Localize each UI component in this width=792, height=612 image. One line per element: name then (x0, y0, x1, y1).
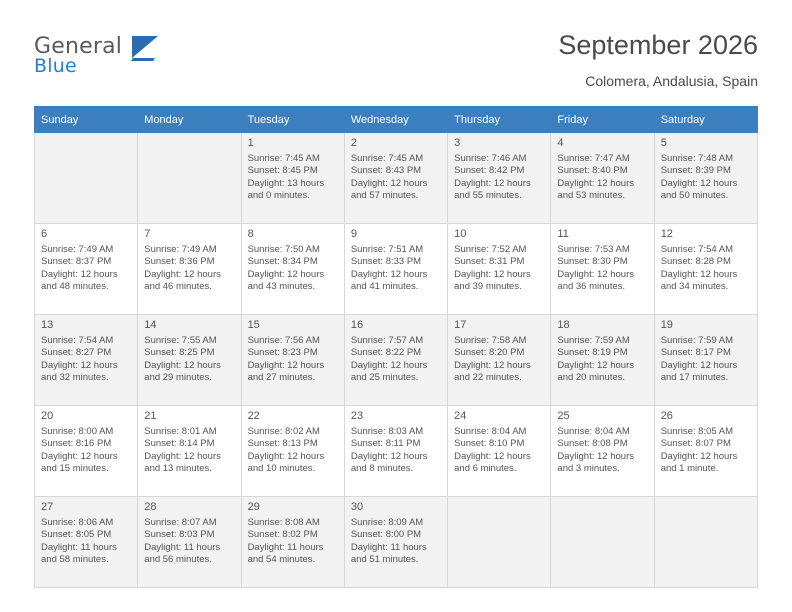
calendar-day-cell (241, 224, 344, 315)
day-detail-line: Sunrise: 7:45 AM (350, 153, 424, 164)
day-detail-line: Daylight: 12 hours (660, 450, 738, 462)
weekday-header-sunday: Sunday (35, 107, 138, 133)
day-number: 10 (454, 228, 467, 240)
calendar-day-cell (138, 406, 241, 497)
day-detail-line: Sunrise: 7:59 AM (660, 335, 734, 346)
day-detail-line: Sunrise: 7:45 AM (247, 153, 320, 164)
calendar-day-cell (138, 315, 241, 406)
day-number: 12 (660, 228, 673, 240)
calendar-day-cell (654, 224, 757, 315)
day-details (144, 335, 235, 385)
day-detail-line: Sunrise: 8:01 AM (144, 426, 217, 437)
day-detail-line: Daylight: 12 hours (660, 359, 738, 371)
day-detail-line: and 56 minutes. (144, 554, 212, 566)
day-detail-line: and 27 minutes. (247, 372, 316, 384)
day-detail-line: Sunrise: 7:48 AM (660, 153, 734, 164)
day-detail-line: Sunset: 8:37 PM (41, 256, 112, 268)
day-detail-line: Sunrise: 8:00 AM (41, 426, 114, 437)
day-number: 29 (247, 501, 260, 513)
calendar-day-cell (344, 315, 447, 406)
calendar-body (35, 133, 758, 588)
calendar-day-cell (344, 497, 447, 588)
day-number: 25 (557, 410, 570, 422)
day-detail-line: Sunset: 8:22 PM (350, 347, 422, 359)
day-detail-line: Sunset: 8:40 PM (557, 165, 628, 177)
day-number: 3 (454, 137, 461, 149)
day-detail-line: Sunset: 8:14 PM (144, 438, 215, 450)
day-detail-line: Sunset: 8:00 PM (350, 529, 422, 541)
day-number: 1 (247, 137, 254, 149)
calendar-cell-empty (551, 497, 654, 588)
day-detail-line: Daylight: 12 hours (660, 177, 738, 189)
day-detail-line: Daylight: 12 hours (660, 268, 738, 280)
day-number: 14 (144, 319, 157, 331)
day-detail-line: and 0 minutes. (247, 190, 310, 202)
day-details (661, 335, 752, 385)
day-details (351, 244, 442, 294)
day-detail-line: and 50 minutes. (660, 190, 729, 202)
brand-name-line2: Blue (34, 55, 77, 77)
day-detail-line: and 58 minutes. (41, 554, 109, 566)
calendar-week-row (35, 224, 758, 315)
day-detail-line: Daylight: 12 hours (557, 268, 634, 280)
day-detail-line: Daylight: 12 hours (247, 359, 325, 371)
day-detail-line: Sunset: 8:11 PM (350, 438, 421, 450)
day-detail-line: Sunset: 8:10 PM (454, 438, 525, 450)
day-detail-line: Sunrise: 7:52 AM (454, 244, 527, 255)
day-details (248, 244, 339, 294)
day-detail-line: Daylight: 12 hours (41, 268, 118, 280)
day-details (41, 517, 132, 567)
day-detail-line: Sunrise: 7:58 AM (454, 335, 527, 346)
day-detail-line: Daylight: 11 hours (144, 541, 221, 553)
calendar-day-cell (35, 497, 138, 588)
day-detail-line: Sunset: 8:17 PM (660, 347, 731, 359)
day-detail-line: Sunrise: 8:04 AM (557, 426, 630, 437)
day-detail-line: Sunset: 8:02 PM (247, 529, 318, 541)
day-details (661, 426, 752, 476)
calendar-day-cell (138, 497, 241, 588)
day-details (557, 153, 648, 203)
day-detail-line: Daylight: 12 hours (41, 359, 118, 371)
calendar-day-cell (551, 133, 654, 224)
day-detail-line: Sunrise: 8:04 AM (454, 426, 527, 437)
day-number: 19 (660, 319, 673, 331)
day-detail-line: and 51 minutes. (350, 554, 419, 566)
brand-logo (34, 34, 244, 77)
day-number: 5 (660, 137, 667, 149)
day-detail-line: Sunset: 8:28 PM (660, 256, 731, 268)
day-detail-line: Daylight: 13 hours (247, 177, 325, 189)
day-detail-line: Sunrise: 7:49 AM (41, 244, 114, 255)
triangle-logo-icon (132, 36, 158, 58)
day-detail-line: Sunrise: 7:56 AM (247, 335, 320, 346)
calendar-week-row (35, 406, 758, 497)
day-detail-line: Daylight: 12 hours (247, 268, 325, 280)
day-detail-line: Sunrise: 7:47 AM (557, 153, 630, 164)
day-detail-line: and 20 minutes. (557, 372, 626, 384)
day-number: 28 (144, 501, 157, 513)
day-detail-line: and 46 minutes. (144, 281, 212, 293)
day-detail-line: Daylight: 11 hours (41, 541, 117, 553)
calendar-day-cell (35, 315, 138, 406)
calendar-day-cell (241, 497, 344, 588)
title-block (558, 28, 758, 90)
day-detail-line: Daylight: 12 hours (41, 450, 118, 462)
day-detail-line: Sunrise: 7:51 AM (350, 244, 424, 255)
day-detail-line: Sunset: 8:13 PM (247, 438, 318, 450)
day-detail-line: Sunrise: 8:06 AM (41, 517, 114, 528)
calendar-day-cell (35, 406, 138, 497)
weekday-header-row (35, 107, 758, 133)
day-details (454, 426, 545, 476)
day-detail-line: and 22 minutes. (454, 372, 522, 384)
day-number: 9 (350, 228, 357, 240)
day-number: 13 (41, 319, 54, 331)
calendar-day-cell (448, 133, 551, 224)
day-detail-line: Daylight: 12 hours (557, 359, 634, 371)
location-subtitle: Colomera, Andalusia, Spain (585, 73, 758, 89)
calendar-week-row (35, 133, 758, 224)
calendar-day-cell (344, 224, 447, 315)
calendar-cell-empty (138, 133, 241, 224)
calendar-day-cell (138, 224, 241, 315)
day-number: 27 (41, 501, 54, 513)
day-detail-line: Sunset: 8:43 PM (350, 165, 422, 177)
brand-name-line1: General (34, 34, 123, 59)
calendar-day-cell (448, 224, 551, 315)
day-detail-line: and 34 minutes. (660, 281, 729, 293)
day-detail-line: Sunset: 8:23 PM (247, 347, 318, 359)
day-details (454, 335, 545, 385)
day-detail-line: Sunrise: 8:03 AM (350, 426, 424, 437)
day-detail-line: Sunrise: 7:57 AM (350, 335, 424, 346)
day-detail-line: and 25 minutes. (350, 372, 419, 384)
calendar-day-cell (448, 406, 551, 497)
day-detail-line: and 32 minutes. (41, 372, 109, 384)
day-details (351, 335, 442, 385)
day-detail-line: and 48 minutes. (41, 281, 109, 293)
day-detail-line: Sunset: 8:42 PM (454, 165, 525, 177)
day-detail-line: Sunrise: 7:50 AM (247, 244, 320, 255)
calendar-week-row (35, 315, 758, 406)
calendar-cell-empty (35, 133, 138, 224)
day-details (144, 426, 235, 476)
calendar-day-cell (241, 406, 344, 497)
day-detail-line: Daylight: 12 hours (454, 359, 531, 371)
day-detail-line: Sunrise: 7:46 AM (454, 153, 527, 164)
day-details (557, 426, 648, 476)
day-detail-line: and 3 minutes. (557, 463, 620, 475)
calendar-cell-empty (448, 497, 551, 588)
day-detail-line: and 29 minutes. (144, 372, 212, 384)
day-details (351, 517, 442, 567)
day-number: 23 (350, 410, 364, 422)
day-detail-line: Sunset: 8:36 PM (144, 256, 215, 268)
day-details (144, 517, 235, 567)
day-detail-line: and 8 minutes. (350, 463, 414, 475)
day-detail-line: Sunset: 8:03 PM (144, 529, 215, 541)
day-detail-line: and 1 minute. (660, 463, 719, 475)
day-detail-line: Sunrise: 8:05 AM (660, 426, 734, 437)
day-detail-line: Sunset: 8:05 PM (41, 529, 112, 541)
calendar-day-cell (448, 315, 551, 406)
day-detail-line: Sunrise: 8:09 AM (350, 517, 424, 528)
day-detail-line: Sunset: 8:16 PM (41, 438, 112, 450)
calendar-day-cell (241, 133, 344, 224)
day-detail-line: and 57 minutes. (350, 190, 419, 202)
weekday-header-tuesday: Tuesday (241, 107, 344, 133)
day-detail-line: and 36 minutes. (557, 281, 626, 293)
day-details (248, 517, 339, 567)
day-detail-line: Daylight: 12 hours (350, 359, 428, 371)
day-details (454, 244, 545, 294)
day-details (248, 153, 339, 203)
triangle-logo-accent-icon (131, 58, 155, 61)
day-detail-line: and 53 minutes. (557, 190, 626, 202)
calendar-day-cell (35, 224, 138, 315)
day-details (144, 244, 235, 294)
weekday-header-monday: Monday (138, 107, 241, 133)
day-detail-line: Sunrise: 7:53 AM (557, 244, 630, 255)
day-detail-line: Daylight: 12 hours (350, 268, 428, 280)
day-number: 22 (247, 410, 260, 422)
calendar-week-row (35, 497, 758, 588)
day-detail-line: and 15 minutes. (41, 463, 109, 475)
day-detail-line: Sunset: 8:08 PM (557, 438, 628, 450)
day-detail-line: Daylight: 12 hours (247, 450, 325, 462)
weekday-header-saturday: Saturday (654, 107, 757, 133)
calendar-table (34, 106, 758, 588)
calendar-day-cell (551, 315, 654, 406)
day-detail-line: Daylight: 11 hours (247, 541, 324, 553)
day-detail-line: Sunrise: 7:55 AM (144, 335, 217, 346)
day-number: 7 (144, 228, 151, 240)
page-title: September 2026 (558, 30, 758, 60)
day-details (248, 426, 339, 476)
day-details (557, 335, 648, 385)
day-details (41, 335, 132, 385)
day-number: 15 (247, 319, 260, 331)
day-number: 8 (247, 228, 254, 240)
calendar-day-cell (551, 406, 654, 497)
day-detail-line: Daylight: 12 hours (557, 177, 634, 189)
day-details (661, 153, 752, 203)
day-detail-line: Sunrise: 7:54 AM (41, 335, 114, 346)
day-number: 4 (557, 137, 564, 149)
day-number: 20 (41, 410, 54, 422)
day-detail-line: and 10 minutes. (247, 463, 316, 475)
calendar-day-cell (344, 406, 447, 497)
calendar-cell-empty (654, 497, 757, 588)
weekday-header-friday: Friday (551, 107, 654, 133)
weekday-header-wednesday: Wednesday (344, 107, 447, 133)
day-detail-line: Daylight: 11 hours (350, 541, 427, 553)
day-detail-line: and 6 minutes. (454, 463, 517, 475)
calendar-day-cell (654, 315, 757, 406)
day-number: 30 (350, 501, 364, 513)
calendar-day-cell (241, 315, 344, 406)
day-detail-line: Sunset: 8:39 PM (660, 165, 731, 177)
calendar-day-cell (654, 406, 757, 497)
day-number: 17 (454, 319, 467, 331)
day-detail-line: Sunrise: 8:08 AM (247, 517, 320, 528)
day-number: 18 (557, 319, 570, 331)
day-detail-line: Sunrise: 7:54 AM (660, 244, 734, 255)
weekday-header-thursday: Thursday (448, 107, 551, 133)
day-detail-line: Sunset: 8:07 PM (660, 438, 731, 450)
day-detail-line: Sunrise: 7:49 AM (144, 244, 217, 255)
day-detail-line: Sunset: 8:34 PM (247, 256, 318, 268)
day-details (41, 244, 132, 294)
day-detail-line: Daylight: 12 hours (350, 450, 428, 462)
day-detail-line: and 41 minutes. (350, 281, 419, 293)
day-number: 11 (557, 228, 569, 240)
day-detail-line: Sunrise: 8:07 AM (144, 517, 217, 528)
day-detail-line: Daylight: 12 hours (350, 177, 428, 189)
calendar-day-cell (344, 133, 447, 224)
day-details (351, 426, 442, 476)
day-detail-line: and 17 minutes. (660, 372, 729, 384)
day-detail-line: Daylight: 12 hours (144, 450, 221, 462)
day-details (351, 153, 442, 203)
day-detail-line: and 13 minutes. (144, 463, 212, 475)
day-detail-line: Daylight: 12 hours (454, 450, 531, 462)
day-number: 6 (41, 228, 48, 240)
day-detail-line: Sunset: 8:33 PM (350, 256, 422, 268)
day-detail-line: and 55 minutes. (454, 190, 522, 202)
day-details (661, 244, 752, 294)
day-detail-line: Sunset: 8:19 PM (557, 347, 628, 359)
day-detail-line: Daylight: 12 hours (557, 450, 634, 462)
page-header (34, 28, 758, 100)
day-detail-line: Sunset: 8:20 PM (454, 347, 525, 359)
day-detail-line: and 43 minutes. (247, 281, 316, 293)
day-detail-line: Daylight: 12 hours (144, 359, 221, 371)
day-number: 26 (660, 410, 673, 422)
day-detail-line: Daylight: 12 hours (454, 268, 531, 280)
day-detail-line: and 39 minutes. (454, 281, 522, 293)
day-number: 24 (454, 410, 467, 422)
day-number: 16 (350, 319, 364, 331)
day-detail-line: Sunset: 8:30 PM (557, 256, 628, 268)
day-detail-line: Sunset: 8:45 PM (247, 165, 318, 177)
calendar-day-cell (654, 133, 757, 224)
day-number: 2 (350, 137, 357, 149)
day-details (41, 426, 132, 476)
day-detail-line: Sunset: 8:25 PM (144, 347, 215, 359)
day-detail-line: Sunset: 8:27 PM (41, 347, 112, 359)
day-detail-line: and 54 minutes. (247, 554, 316, 566)
day-detail-line: Daylight: 12 hours (454, 177, 531, 189)
day-detail-line: Sunrise: 7:59 AM (557, 335, 630, 346)
day-details (557, 244, 648, 294)
day-detail-line: Sunrise: 8:02 AM (247, 426, 320, 437)
day-detail-line: Daylight: 12 hours (144, 268, 221, 280)
calendar-day-cell (551, 224, 654, 315)
day-details (454, 153, 545, 203)
day-number: 21 (144, 410, 157, 422)
day-detail-line: Sunset: 8:31 PM (454, 256, 525, 268)
day-details (248, 335, 339, 385)
